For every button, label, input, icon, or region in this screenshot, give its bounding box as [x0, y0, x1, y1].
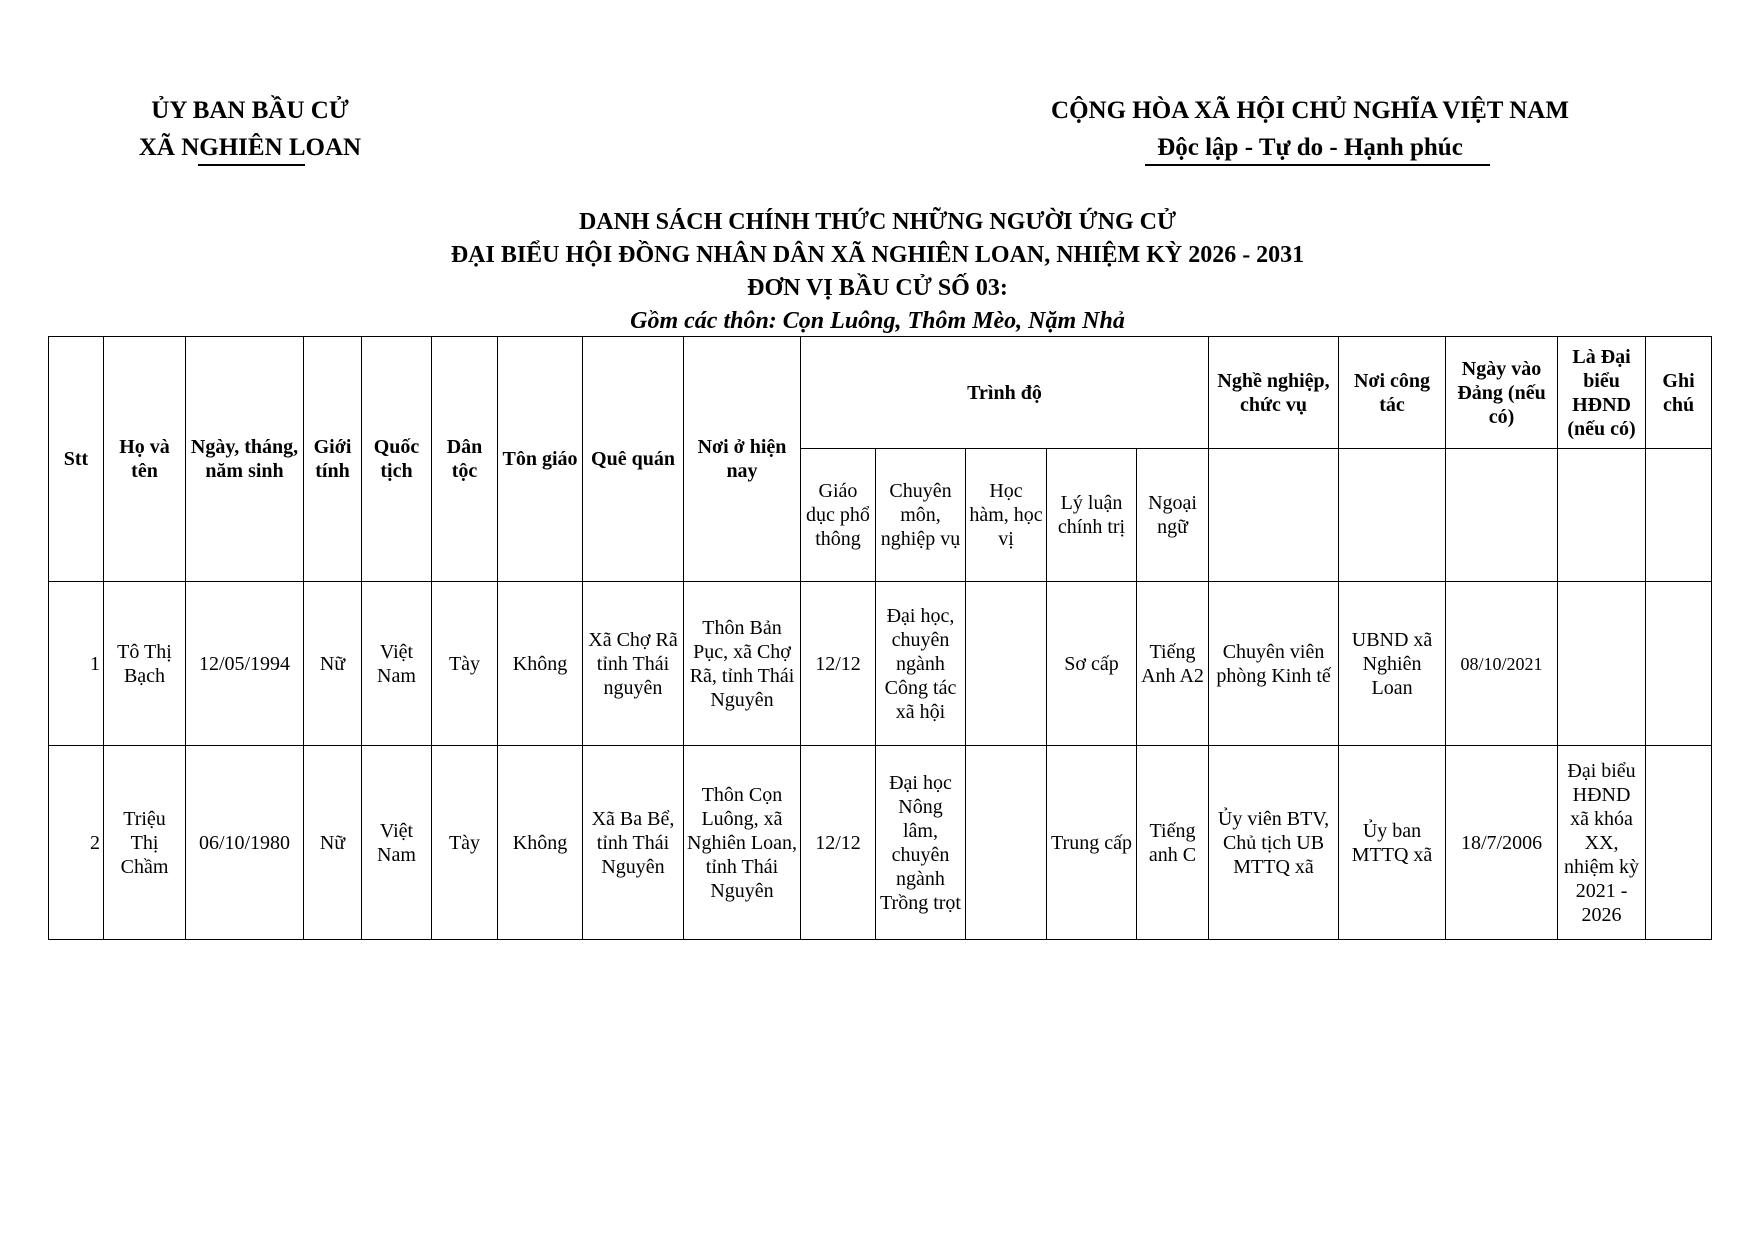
col-language: Ngoại ngữ [1137, 449, 1209, 582]
authority-underline [198, 164, 305, 166]
col-note: Ghi chú [1646, 337, 1712, 449]
cell-occupation: Chuyên viên phòng Kinh tế [1209, 582, 1339, 746]
title-line-3: ĐƠN VỊ BẦU CỬ SỐ 03: [747, 275, 1008, 301]
cell-party-date: 08/10/2021 [1446, 582, 1558, 746]
cell-dob: 12/05/1994 [186, 582, 304, 746]
cell-party-date: 18/7/2006 [1446, 746, 1558, 940]
col-name: Họ và tên [104, 337, 186, 582]
cell-residence: Thôn Cọn Luông, xã Nghiên Loan, tỉnh Thái Nguyên [684, 746, 801, 940]
cell-workplace: UBND xã Nghiên Loan [1339, 582, 1446, 746]
cell-delegate: Đại biểu HĐND xã khóa XX, nhiệm kỳ 2021 - 2026 [1558, 746, 1646, 940]
cell-general-edu: 12/12 [801, 582, 876, 746]
cell-political: Trung cấp [1047, 746, 1137, 940]
cell-note [1646, 746, 1712, 940]
cell-hometown: Xã Ba Bể, tỉnh Thái Nguyên [583, 746, 684, 940]
cell-nationality: Việt Nam [362, 582, 432, 746]
candidate-table [48, 336, 1712, 940]
cell-academic [966, 582, 1047, 746]
table-row [49, 582, 1712, 746]
col-workplace-blank [1339, 449, 1446, 582]
cell-dob: 06/10/1980 [186, 746, 304, 940]
cell-workplace: Ủy ban MTTQ xã [1339, 746, 1446, 940]
national-motto [990, 92, 1630, 166]
cell-gender: Nữ [304, 582, 362, 746]
col-workplace: Nơi công tác [1339, 337, 1446, 449]
cell-religion: Không [498, 746, 583, 940]
cell-stt: 1 [49, 582, 104, 746]
col-stt: Stt [49, 337, 104, 582]
cell-religion: Không [498, 582, 583, 746]
col-dob: Ngày, tháng, năm sinh [186, 337, 304, 582]
cell-ethnicity: Tày [432, 582, 498, 746]
title-line-4: Gồm các thôn: Cọn Luông, Thôm Mèo, Nặm Nhả [630, 308, 1125, 334]
col-note-blank [1646, 449, 1712, 582]
document-title [0, 206, 1755, 338]
col-delegate: Là Đại biểu HĐND (nếu có) [1558, 337, 1646, 449]
cell-residence: Thôn Bản Pục, xã Chợ Rã, tỉnh Thái Nguyên [684, 582, 801, 746]
cell-language: Tiếng Anh A2 [1137, 582, 1209, 746]
issuing-authority [100, 92, 400, 166]
motto-underline [1145, 164, 1490, 166]
cell-professional: Đại học, chuyên ngành Công tác xã hội [876, 582, 966, 746]
col-education-group: Trình độ [801, 337, 1209, 449]
cell-occupation: Ủy viên BTV, Chủ tịch UB MTTQ xã [1209, 746, 1339, 940]
authority-line-1: ỦY BAN BẦU CỬ [151, 97, 349, 124]
col-ethnicity: Dân tộc [432, 337, 498, 582]
col-political: Lý luận chính trị [1047, 449, 1137, 582]
title-line-2: ĐẠI BIỂU HỘI ĐỒNG NHÂN DÂN XÃ NGHIÊN LOAN, NHIỆM KỲ 2026 - 2031 [450, 242, 1305, 268]
cell-gender: Nữ [304, 746, 362, 940]
col-residence: Nơi ở hiện nay [684, 337, 801, 582]
authority-line-2: XÃ NGHIÊN LOAN [138, 134, 362, 161]
col-religion: Tôn giáo [498, 337, 583, 582]
cell-delegate [1558, 582, 1646, 746]
col-delegate-blank [1558, 449, 1646, 582]
col-nationality: Quốc tịch [362, 337, 432, 582]
col-general-edu: Giáo dục phổ thông [801, 449, 876, 582]
cell-professional: Đại học Nông lâm, chuyên ngành Trồng trọt [876, 746, 966, 940]
cell-stt: 2 [49, 746, 104, 940]
motto: Độc lập - Tự do - Hạnh phúc [1157, 134, 1463, 161]
cell-name: Tô Thị Bạch [104, 582, 186, 746]
cell-name: Triệu Thị Chầm [104, 746, 186, 940]
cell-language: Tiếng anh C [1137, 746, 1209, 940]
col-hometown: Quê quán [583, 337, 684, 582]
col-gender: Giới tính [304, 337, 362, 582]
col-professional: Chuyên môn, nghiệp vụ [876, 449, 966, 582]
col-occupation: Nghề nghiệp, chức vụ [1209, 337, 1339, 449]
cell-nationality: Việt Nam [362, 746, 432, 940]
cell-hometown: Xã Chợ Rã tỉnh Thái nguyên [583, 582, 684, 746]
col-party-date-blank [1446, 449, 1558, 582]
cell-academic [966, 746, 1047, 940]
col-occupation-blank [1209, 449, 1339, 582]
country-name: CỘNG HÒA XÃ HỘI CHỦ NGHĨA VIỆT NAM [1051, 97, 1569, 124]
cell-general-edu: 12/12 [801, 746, 876, 940]
col-academic: Học hàm, học vị [966, 449, 1047, 582]
col-party-date: Ngày vào Đảng (nếu có) [1446, 337, 1558, 449]
cell-ethnicity: Tày [432, 746, 498, 940]
title-line-1: DANH SÁCH CHÍNH THỨC NHỮNG NGƯỜI ỨNG CỬ [578, 209, 1177, 235]
cell-political: Sơ cấp [1047, 582, 1137, 746]
table-row [49, 746, 1712, 940]
cell-note [1646, 582, 1712, 746]
